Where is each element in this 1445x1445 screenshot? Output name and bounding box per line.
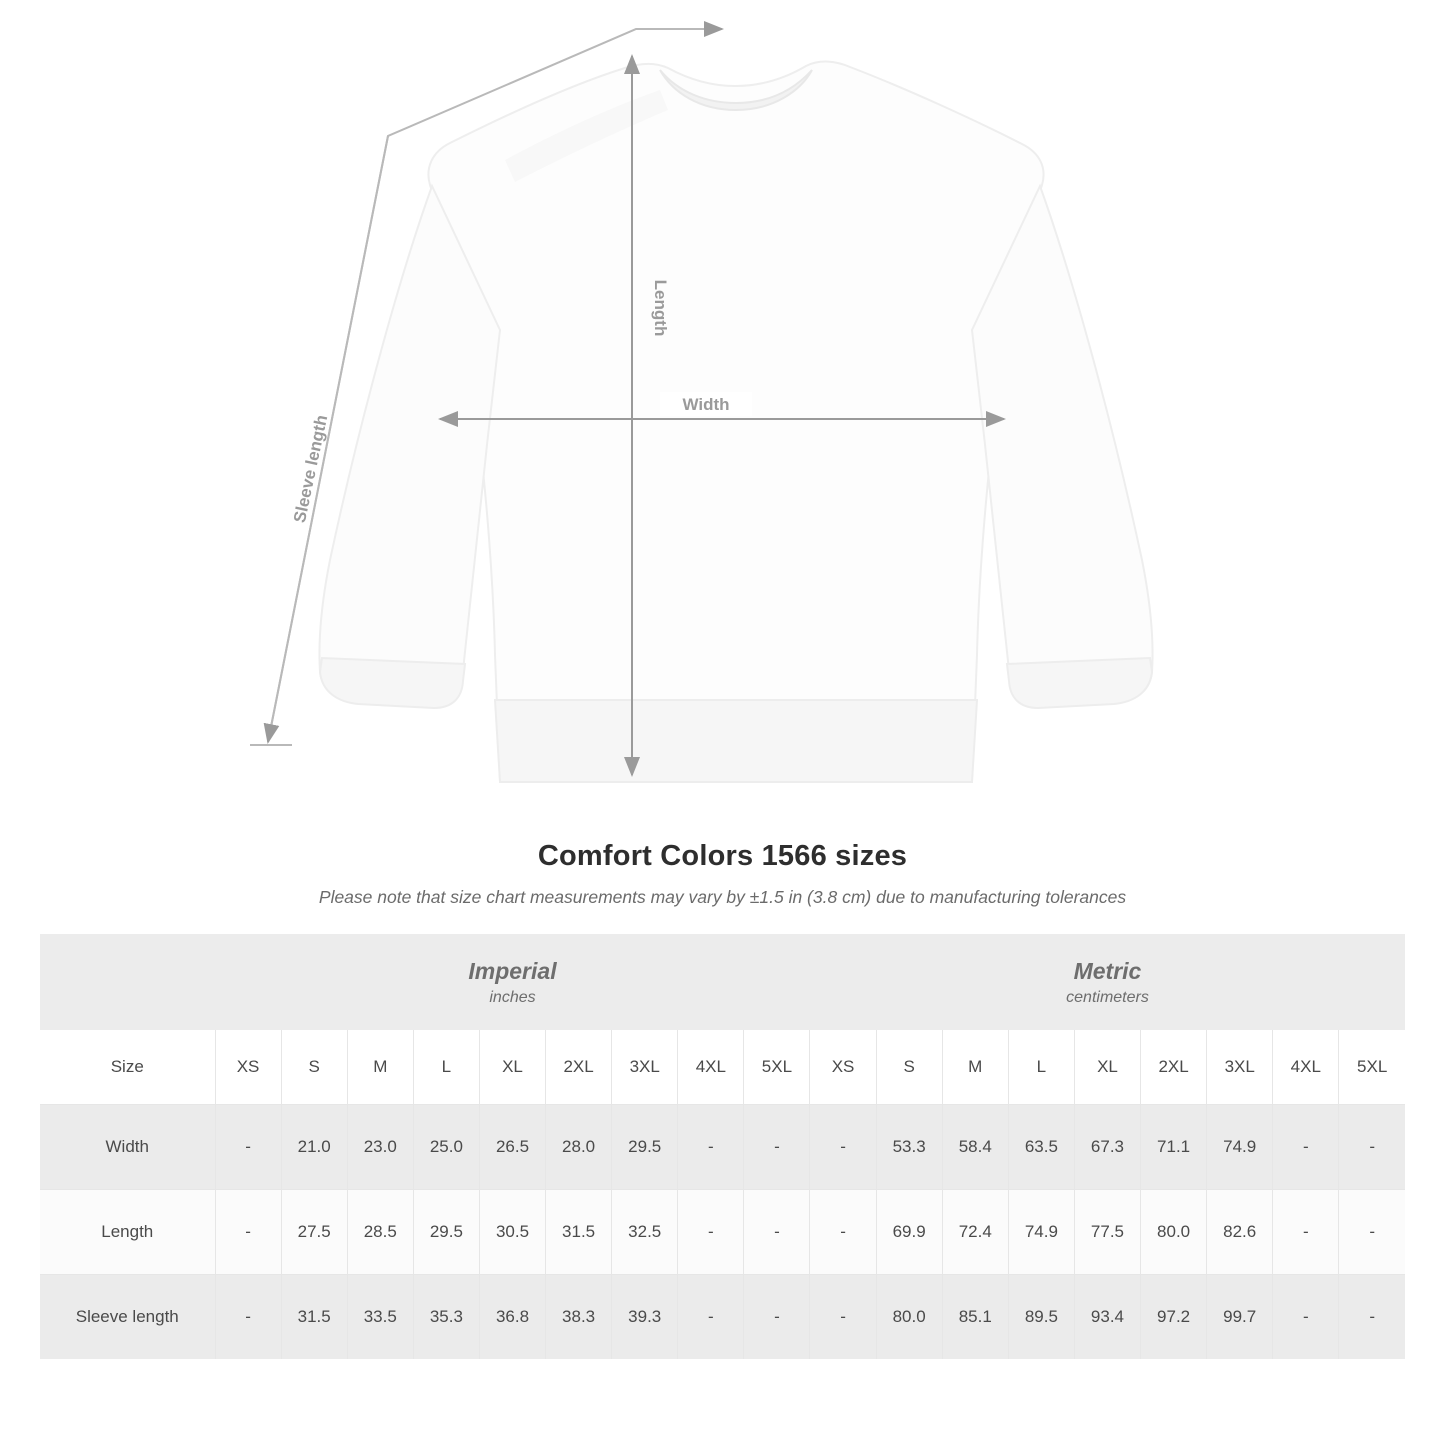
header-size-met-8: 5XL [1339, 1030, 1405, 1105]
cell-sleeve-met-3: 89.5 [1008, 1275, 1074, 1360]
unit-header-spacer [40, 934, 215, 1030]
unit-header-row [40, 934, 1405, 1030]
cell-width-met-8: - [1339, 1105, 1405, 1190]
unit-name-imperial: Imperial [468, 957, 557, 984]
page-title: Comfort Colors 1566 sizes [537, 840, 908, 872]
header-size-imp-4: XL [479, 1030, 545, 1105]
cell-sleeve-met-1: 80.0 [876, 1275, 942, 1360]
unit-sub-metric: centimeters [1066, 989, 1149, 1007]
cell-length-met-7: - [1273, 1190, 1339, 1275]
cell-sleeve-imp-8: - [744, 1275, 810, 1360]
cell-length-imp-6: 32.5 [612, 1190, 678, 1275]
cell-length-met-1: 69.9 [876, 1190, 942, 1275]
cell-length-imp-2: 28.5 [347, 1190, 413, 1275]
header-size-imp-8: 5XL [744, 1030, 810, 1105]
cell-width-met-4: 67.3 [1074, 1105, 1140, 1190]
header-size-imp-5: 2XL [546, 1030, 612, 1105]
unit-sub-imperial: inches [489, 989, 536, 1007]
cell-sleeve-met-4: 93.4 [1074, 1275, 1140, 1360]
cell-length-met-6: 82.6 [1207, 1190, 1273, 1275]
header-size: Size [40, 1030, 215, 1105]
sleeve-length-label: Sleeve length [289, 413, 332, 525]
table-row [40, 1190, 1405, 1275]
width-label: Width [682, 395, 730, 414]
row-label-width: Width [40, 1105, 215, 1190]
size-table-wrapper [40, 934, 1405, 1359]
header-size-met-3: L [1008, 1030, 1074, 1105]
table-row [40, 1275, 1405, 1360]
cell-width-met-5: 71.1 [1141, 1105, 1207, 1190]
cell-sleeve-met-8: - [1339, 1275, 1405, 1360]
cell-sleeve-met-2: 85.1 [942, 1275, 1008, 1360]
cell-length-met-5: 80.0 [1141, 1190, 1207, 1275]
cell-width-imp-3: 25.0 [413, 1105, 479, 1190]
size-header-row [40, 1030, 1405, 1105]
cell-width-imp-7: - [678, 1105, 744, 1190]
cell-width-met-6: 74.9 [1207, 1105, 1273, 1190]
cell-sleeve-imp-2: 33.5 [347, 1275, 413, 1360]
title-block [0, 830, 1445, 908]
cell-width-met-3: 63.5 [1008, 1105, 1074, 1190]
unit-header-metric [810, 934, 1405, 1030]
cell-length-imp-7: - [678, 1190, 744, 1275]
cell-sleeve-met-6: 99.7 [1207, 1275, 1273, 1360]
header-size-imp-6: 3XL [612, 1030, 678, 1105]
cell-length-imp-5: 31.5 [546, 1190, 612, 1275]
cell-sleeve-imp-7: - [678, 1275, 744, 1360]
cell-sleeve-imp-0: - [215, 1275, 281, 1360]
cell-length-imp-1: 27.5 [281, 1190, 347, 1275]
table-row [40, 1105, 1405, 1190]
cell-length-imp-0: - [215, 1190, 281, 1275]
cell-width-met-0: - [810, 1105, 876, 1190]
sweatshirt-graphic [319, 62, 1152, 782]
cell-width-met-2: 58.4 [942, 1105, 1008, 1190]
measurement-note: Please note that size chart measurements may vary by ±1.5 in (3.8 cm) due to manufacturing tolerances [318, 887, 1127, 907]
cell-sleeve-imp-3: 35.3 [413, 1275, 479, 1360]
cell-sleeve-imp-5: 38.3 [546, 1275, 612, 1360]
row-label-length: Length [40, 1190, 215, 1275]
header-size-imp-2: M [347, 1030, 413, 1105]
header-size-met-1: S [876, 1030, 942, 1105]
cell-length-imp-3: 29.5 [413, 1190, 479, 1275]
header-size-imp-7: 4XL [678, 1030, 744, 1105]
unit-header-imperial [215, 934, 810, 1030]
header-size-imp-3: L [413, 1030, 479, 1105]
cell-length-imp-8: - [744, 1190, 810, 1275]
cell-width-imp-4: 26.5 [479, 1105, 545, 1190]
header-size-met-0: XS [810, 1030, 876, 1105]
cell-width-imp-6: 29.5 [612, 1105, 678, 1190]
header-size-met-2: M [942, 1030, 1008, 1105]
header-size-met-5: 2XL [1141, 1030, 1207, 1105]
unit-name-metric: Metric [1073, 957, 1142, 984]
cell-width-imp-0: - [215, 1105, 281, 1190]
size-table [40, 934, 1405, 1359]
cell-sleeve-imp-6: 39.3 [612, 1275, 678, 1360]
cell-sleeve-imp-1: 31.5 [281, 1275, 347, 1360]
cell-width-met-1: 53.3 [876, 1105, 942, 1190]
cell-length-met-8: - [1339, 1190, 1405, 1275]
cell-width-met-7: - [1273, 1105, 1339, 1190]
header-size-imp-0: XS [215, 1030, 281, 1105]
cell-width-imp-5: 28.0 [546, 1105, 612, 1190]
cell-sleeve-met-5: 97.2 [1141, 1275, 1207, 1360]
cell-width-imp-2: 23.0 [347, 1105, 413, 1190]
cell-sleeve-met-0: - [810, 1275, 876, 1360]
cell-length-met-3: 74.9 [1008, 1190, 1074, 1275]
cell-length-imp-4: 30.5 [479, 1190, 545, 1275]
cell-sleeve-met-7: - [1273, 1275, 1339, 1360]
header-size-imp-1: S [281, 1030, 347, 1105]
cell-length-met-2: 72.4 [942, 1190, 1008, 1275]
header-size-met-6: 3XL [1207, 1030, 1273, 1105]
cell-length-met-0: - [810, 1190, 876, 1275]
cell-width-imp-8: - [744, 1105, 810, 1190]
cell-sleeve-imp-4: 36.8 [479, 1275, 545, 1360]
cell-length-met-4: 77.5 [1074, 1190, 1140, 1275]
header-size-met-7: 4XL [1273, 1030, 1339, 1105]
header-size-met-4: XL [1074, 1030, 1140, 1105]
row-label-sleeve-length: Sleeve length [40, 1275, 215, 1360]
length-label: Length [651, 279, 670, 337]
cell-width-imp-1: 21.0 [281, 1105, 347, 1190]
